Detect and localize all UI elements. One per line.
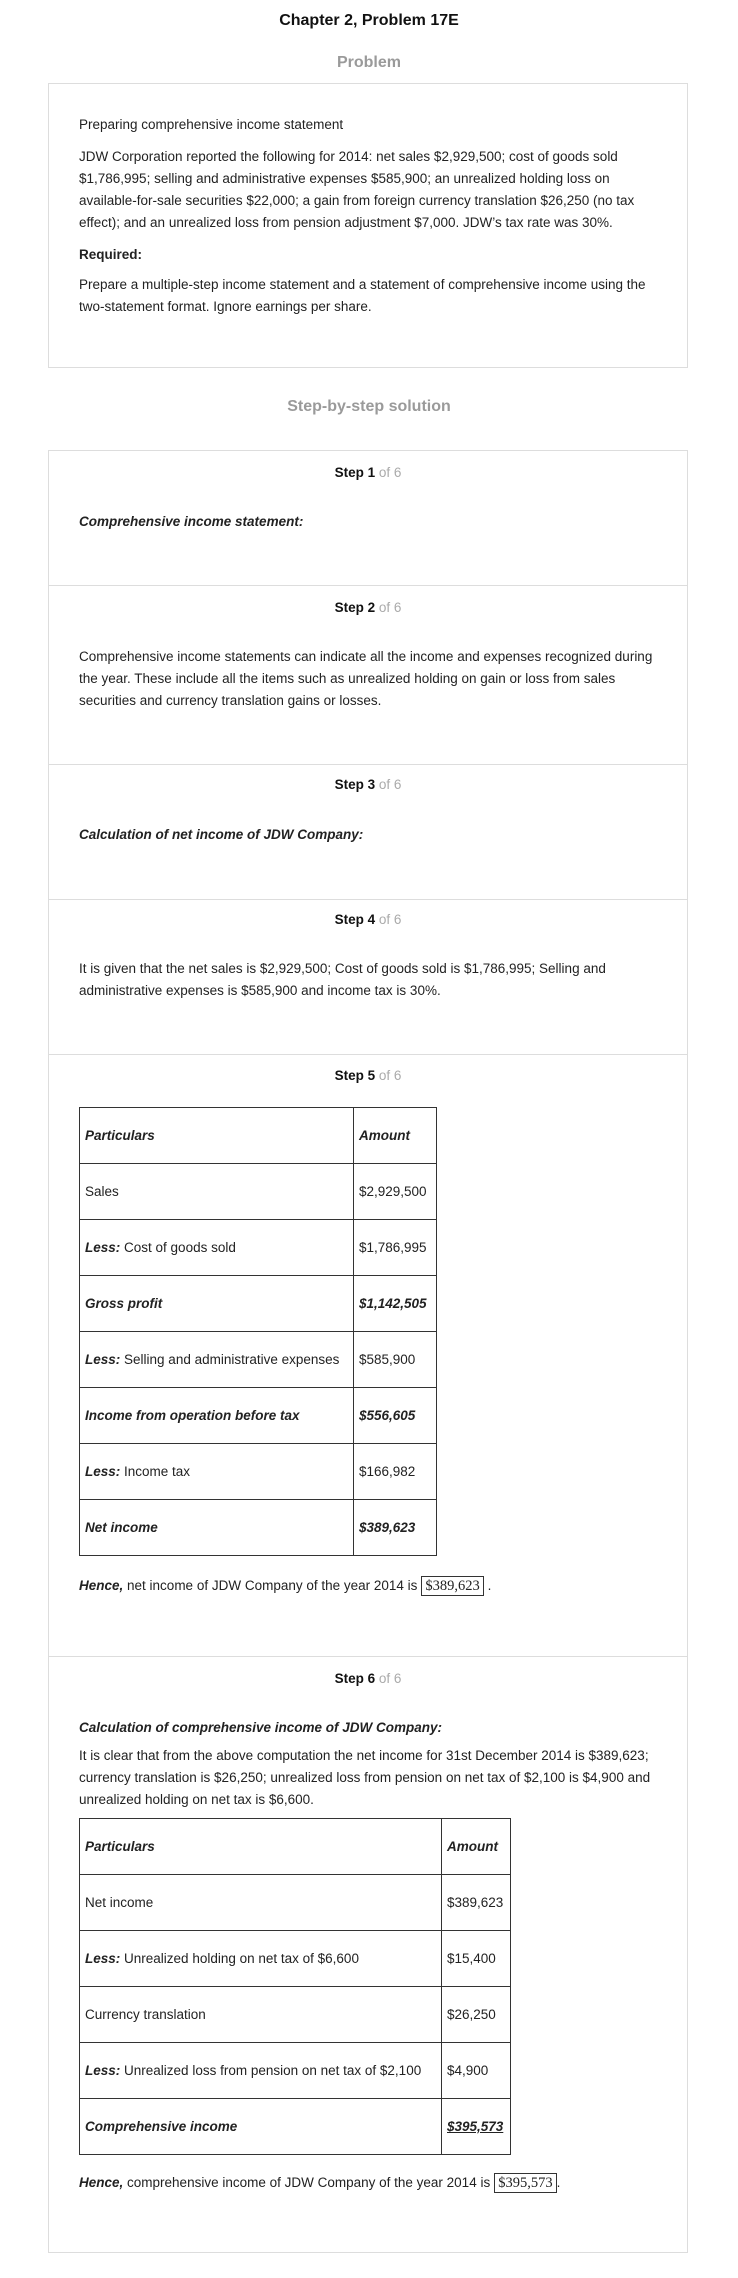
row-prefix: Less: [85, 2063, 121, 2078]
step-2-text: Comprehensive income statements can indicate all the income and expenses recognized during the year. These include all the items such as unrealized holding on gain or loss from sales securities and currency translation gains or losses. [79, 649, 653, 708]
table-cell-amount: $556,605 [354, 1388, 437, 1444]
table-cell-particulars [80, 1276, 354, 1332]
table-cell-amount: $4,900 [442, 2043, 511, 2099]
table-cell-amount: $389,623 [354, 1500, 437, 1556]
row-prefix: Less: [85, 1352, 121, 1367]
row-text: Income tax [120, 1464, 191, 1479]
table-header-row [80, 1819, 511, 1875]
conclusion-end: . [487, 1578, 492, 1593]
conclusion-end: . [556, 2175, 561, 2190]
table-row [80, 1276, 437, 1332]
row-prefix: Less: [85, 1240, 121, 1255]
problem-intro: Preparing comprehensive income statement [79, 117, 344, 132]
row-text: Sales [85, 1184, 119, 1199]
row-text: Gross profit [85, 1296, 163, 1311]
required-text: Prepare a multiple-step income statement and a statement of comprehensive income using the two-statement format. Ignore earnings per share. [79, 277, 646, 314]
step-1-label: Step 1 [334, 465, 376, 480]
step-6-text: It is clear that from the above computation the net income for 31st December 2014 is $389,623; currency translation is $26,250; unrealized loss from pension on net tax of $2,100 is $4,900 and unrealized holding on net tax is $6,600. [79, 1748, 651, 1807]
table-cell-amount: $585,900 [354, 1332, 437, 1388]
table-cell-amount: $15,400 [442, 1931, 511, 1987]
table-cell-amount: $1,142,505 [354, 1276, 437, 1332]
row-text: Selling and administrative expenses [120, 1352, 340, 1367]
table-row [80, 1875, 511, 1931]
table-cell-particulars [80, 2043, 442, 2099]
conclusion-text: comprehensive income of JDW Company of the year 2014 is [123, 2175, 491, 2190]
table-cell-particulars [80, 1332, 354, 1388]
row-text: Income from operation before tax [85, 1408, 300, 1423]
solution-heading: Step-by-step solution [287, 398, 451, 415]
step-3-label: Step 3 [334, 777, 376, 792]
conclusion-lead: Hence, [79, 1578, 124, 1593]
row-prefix: Less: [85, 1951, 121, 1966]
table-cell-particulars [80, 1388, 354, 1444]
solution-box [48, 450, 688, 2253]
comprehensive-income-result: $395,573 [494, 2173, 556, 2193]
table-cell-amount: $166,982 [354, 1444, 437, 1500]
step-5-conclusion [79, 1575, 679, 1597]
table-row [80, 2099, 511, 2155]
table-header-particulars: Particulars [80, 1108, 354, 1164]
step-2-label: Step 2 [334, 600, 376, 615]
table-cell-amount: $1,786,995 [354, 1220, 437, 1276]
table-cell-amount: $389,623 [442, 1875, 511, 1931]
table-row [80, 1332, 437, 1388]
table-cell-amount: $2,929,500 [354, 1164, 437, 1220]
row-text: Currency translation [85, 2007, 206, 2022]
step-6-conclusion [79, 2172, 679, 2194]
table-row [80, 1987, 511, 2043]
problem-box [48, 83, 688, 368]
step-of-label: of 6 [378, 600, 402, 615]
step-6-heading: Calculation of comprehensive income of JDW Company: [79, 1720, 443, 1735]
table-cell-amount: $26,250 [442, 1987, 511, 2043]
table-cell-particulars [80, 1500, 354, 1556]
row-text: Net income [85, 1895, 154, 1910]
table-cell-particulars [80, 1220, 354, 1276]
net-income-result: $389,623 [421, 1576, 483, 1596]
row-text: Comprehensive income [85, 2119, 238, 2134]
step-of-label: of 6 [378, 912, 402, 927]
table-header-amount: Amount [354, 1108, 437, 1164]
table-cell-particulars [80, 1444, 354, 1500]
step-divider [49, 764, 687, 765]
table-row [80, 1931, 511, 1987]
step-of-label: of 6 [378, 1068, 402, 1083]
page-title: Chapter 2, Problem 17E [279, 12, 459, 29]
table-cell-particulars [80, 1164, 354, 1220]
conclusion-text: net income of JDW Company of the year 2014 is [123, 1578, 418, 1593]
table-header-row [80, 1108, 437, 1164]
step-divider [49, 899, 687, 900]
table-row [80, 1388, 437, 1444]
step-4-text: It is given that the net sales is $2,929,500; Cost of goods sold is $1,786,995; Selling and administrative expenses is $585,900 and income tax is 30%. [79, 961, 606, 998]
table-cell-particulars [80, 1875, 442, 1931]
step-5-label: Step 5 [334, 1068, 376, 1083]
table-header-amount: Amount [442, 1819, 511, 1875]
step-6-title [49, 1671, 687, 1686]
step-divider [49, 1656, 687, 1657]
step-3-title [49, 777, 687, 792]
table-cell-particulars [80, 2099, 442, 2155]
conclusion-lead: Hence, [79, 2175, 124, 2190]
table-row [80, 2043, 511, 2099]
row-text: Cost of goods sold [120, 1240, 236, 1255]
step-4-label: Step 4 [334, 912, 376, 927]
comprehensive-income-table [79, 1818, 511, 2155]
table-row [80, 1220, 437, 1276]
step-of-label: of 6 [378, 1671, 402, 1686]
table-row [80, 1444, 437, 1500]
table-cell-amount: $395,573 [442, 2099, 511, 2155]
step-divider [49, 585, 687, 586]
row-text: Unrealized holding on net tax of $6,600 [120, 1951, 359, 1966]
table-row [80, 1500, 437, 1556]
required-label: Required: [79, 247, 143, 262]
net-income-table [79, 1107, 437, 1556]
table-cell-particulars [80, 1931, 442, 1987]
step-6-label: Step 6 [334, 1671, 376, 1686]
step-5-title [49, 1068, 687, 1083]
problem-text: JDW Corporation reported the following for 2014: net sales $2,929,500; cost of goods sold $1,786,995; selling and administrative expenses $585,900; an unrealized holding loss on available-for-sale securities $22,000; a gain from foreign currency translation $26,250 (no tax effect); and an unrealized loss from pension adjustment $7,000. JDW’s tax rate was 30%. [79, 149, 635, 230]
row-text: Unrealized loss from pension on net tax of $2,100 [120, 2063, 422, 2078]
row-prefix: Less: [85, 1464, 121, 1479]
table-cell-particulars [80, 1987, 442, 2043]
step-of-label: of 6 [378, 465, 402, 480]
problem-heading: Problem [336, 54, 401, 71]
step-of-label: of 6 [378, 777, 402, 792]
table-header-particulars: Particulars [80, 1819, 442, 1875]
table-row [80, 1164, 437, 1220]
step-1-heading: Comprehensive income statement: [79, 514, 304, 529]
step-4-title [49, 912, 687, 927]
step-1-title [49, 465, 687, 480]
row-text: Net income [85, 1520, 158, 1535]
step-divider [49, 1054, 687, 1055]
step-3-heading: Calculation of net income of JDW Company: [79, 827, 364, 842]
step-2-title [49, 600, 687, 615]
